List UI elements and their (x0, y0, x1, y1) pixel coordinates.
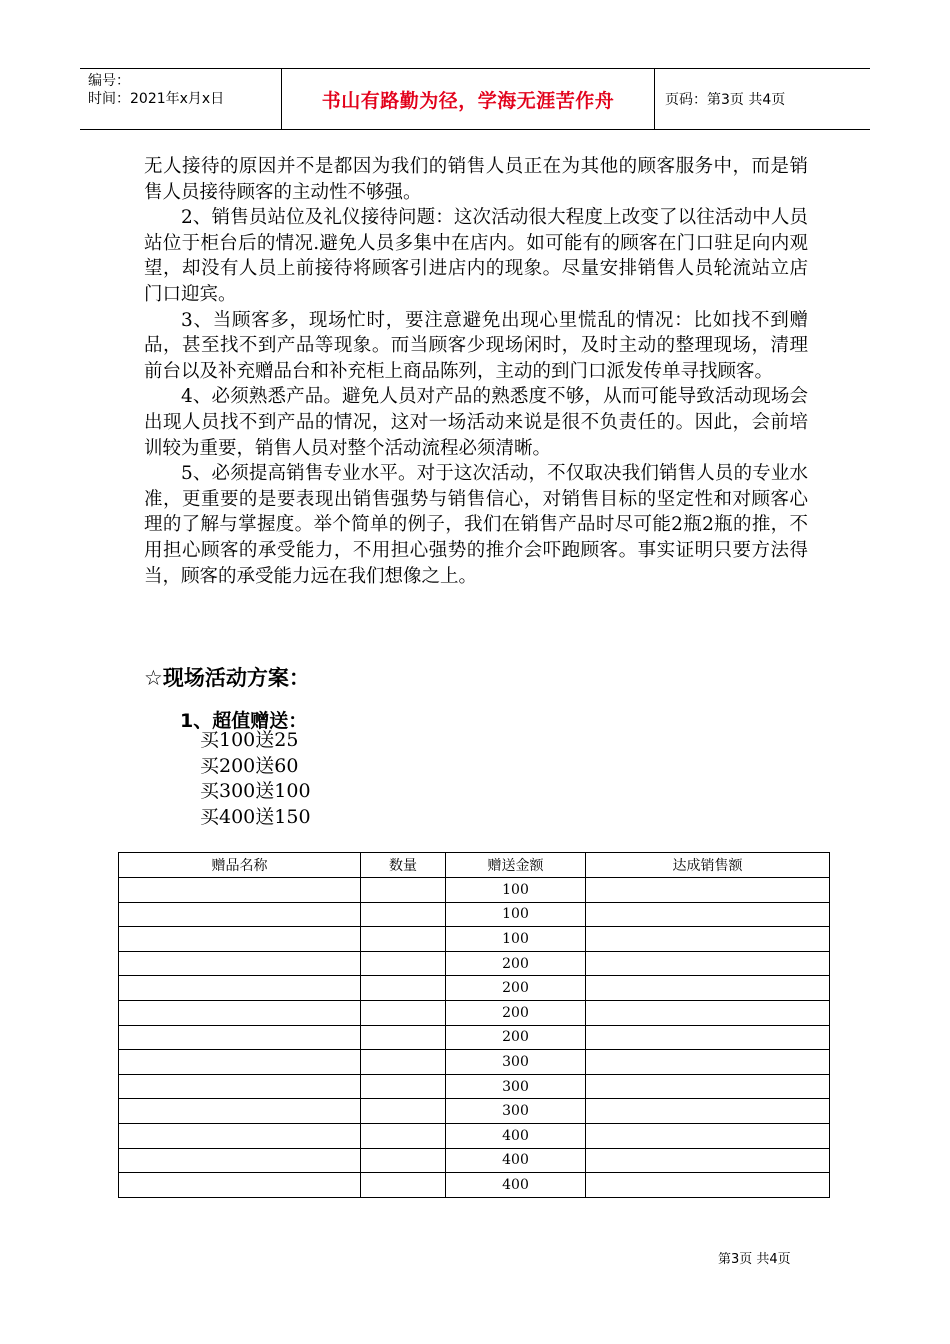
offer-item: 买300送100 (200, 780, 311, 802)
cell-gift-name (119, 1123, 361, 1148)
cell-gift-name (119, 1000, 361, 1025)
table-row (119, 1000, 830, 1025)
cell-sales-achieved (586, 1000, 830, 1025)
table-body (119, 878, 830, 1198)
cell-quantity (361, 1173, 446, 1198)
cell-gift-name (119, 1173, 361, 1198)
cell-gift-name (119, 1025, 361, 1050)
cell-sales-achieved (586, 1173, 830, 1198)
table-row (119, 1148, 830, 1173)
offer-item: 买400送150 (200, 805, 311, 828)
header-meta (80, 69, 282, 129)
section-title: ☆现场活动方案： (144, 666, 310, 690)
offer-list (200, 728, 311, 830)
cell-gift-name (119, 1148, 361, 1173)
cell-quantity (361, 902, 446, 927)
cell-gift-amount: 100 (446, 878, 586, 903)
cell-quantity (361, 1099, 446, 1124)
cell-gift-name (119, 878, 361, 903)
table-row (119, 927, 830, 952)
cell-gift-amount: 200 (446, 951, 586, 976)
header-gift-name: 赠品名称 (119, 853, 361, 878)
gift-table (118, 852, 830, 1198)
table-row (119, 902, 830, 927)
table-row (119, 878, 830, 903)
table-row (119, 1025, 830, 1050)
header-sales-achieved: 达成销售额 (586, 853, 830, 878)
cell-gift-amount: 300 (446, 1074, 586, 1099)
cell-gift-name (119, 951, 361, 976)
cell-gift-amount: 400 (446, 1148, 586, 1173)
cell-gift-amount: 300 (446, 1099, 586, 1124)
body-text (144, 154, 808, 589)
paragraph: 无人接待的原因并不是都因为我们的销售人员正在为其他的顾客服务中，而是销售人员接待顾客的主动性不够强。 (144, 156, 808, 203)
cell-gift-name (119, 976, 361, 1001)
header-quantity: 数量 (361, 853, 446, 878)
cell-gift-amount: 200 (446, 976, 586, 1001)
cell-quantity (361, 1000, 446, 1025)
cell-gift-name (119, 1050, 361, 1075)
cell-gift-amount: 100 (446, 902, 586, 927)
cell-sales-achieved (586, 1099, 830, 1124)
offer-item: 买100送25 (200, 729, 299, 751)
table-row (119, 951, 830, 976)
paragraph: 2、销售员站位及礼仪接待问题：这次活动很大程度上改变了以往活动中人员站位于柜台后的情况.避免人员多集中在店内。如可能有的顾客在门口驻足向内观望，却没有人员上前接待将顾客引进店内的现象。尽量安排销售人员轮流站立店门口迎宾。 (144, 207, 808, 305)
page-header (80, 68, 870, 130)
sub-title: 1、超值赠送： (180, 710, 308, 732)
time-label: 时间：2021年x月x日 (88, 91, 225, 107)
cell-sales-achieved (586, 1123, 830, 1148)
cell-gift-amount: 300 (446, 1050, 586, 1075)
cell-quantity (361, 951, 446, 976)
cell-quantity (361, 1025, 446, 1050)
cell-gift-name (119, 927, 361, 952)
cell-gift-name (119, 1099, 361, 1124)
table-row (119, 1050, 830, 1075)
cell-sales-achieved (586, 1025, 830, 1050)
table-row (119, 1099, 830, 1124)
table-row (119, 1123, 830, 1148)
paragraph: 3、当顾客多，现场忙时，要注意避免出现心里慌乱的情况：比如找不到赠品，甚至找不到产品等现象。而当顾客少现场闲时，及时主动的整理现场，清理前台以及补充赠品台和补充柜上商品陈列，主动的到门口派发传单寻找顾客。 (144, 309, 808, 382)
paragraph: 5、必须提高销售专业水平。对于这次活动，不仅取决我们销售人员的专业水准，更重要的是要表现出销售强势与销售信心，对销售目标的坚定性和对顾客心理的了解与掌握度。举个简单的例子，我们在销售产品时尽可能2瓶2瓶的推，不用担心顾客的承受能力，不用担心强势的推介会吓跑顾客。事实证明只要方法得当，顾客的承受能力远在我们想像之上。 (144, 463, 808, 587)
cell-sales-achieved (586, 1074, 830, 1099)
table-row (119, 976, 830, 1001)
cell-quantity (361, 927, 446, 952)
paragraph: 4、必须熟悉产品。避免人员对产品的熟悉度不够，从而可能导致活动现场会出现人员找不到产品的情况，这对一场活动来说是很不负责任的。因此，会前培训较为重要，销售人员对整个活动流程必须清晰。 (144, 386, 808, 459)
table-row (119, 1173, 830, 1198)
cell-sales-achieved (586, 1148, 830, 1173)
header-motto: 书山有路勤为径，学海无涯苦作舟 (282, 69, 655, 129)
cell-quantity (361, 1123, 446, 1148)
header-page-info: 页码：第3页 共4页 (665, 92, 786, 108)
header-gift-amount: 赠送金额 (446, 853, 586, 878)
cell-gift-amount: 400 (446, 1173, 586, 1198)
cell-quantity (361, 1074, 446, 1099)
cell-gift-name (119, 1074, 361, 1099)
cell-sales-achieved (586, 1050, 830, 1075)
cell-sales-achieved (586, 951, 830, 976)
page-footer: 第3页 共4页 (718, 1252, 791, 1267)
table-row (119, 1074, 830, 1099)
table-header-row (119, 853, 830, 878)
cell-gift-amount: 200 (446, 1025, 586, 1050)
cell-sales-achieved (586, 902, 830, 927)
offer-item: 买200送60 (200, 754, 299, 777)
cell-quantity (361, 1050, 446, 1075)
cell-quantity (361, 878, 446, 903)
cell-sales-achieved (586, 878, 830, 903)
cell-sales-achieved (586, 976, 830, 1001)
serial-label: 编号： (88, 73, 130, 89)
cell-gift-name (119, 902, 361, 927)
cell-quantity (361, 1148, 446, 1173)
cell-sales-achieved (586, 927, 830, 952)
cell-gift-amount: 100 (446, 927, 586, 952)
cell-gift-amount: 400 (446, 1123, 586, 1148)
cell-quantity (361, 976, 446, 1001)
cell-gift-amount: 200 (446, 1000, 586, 1025)
